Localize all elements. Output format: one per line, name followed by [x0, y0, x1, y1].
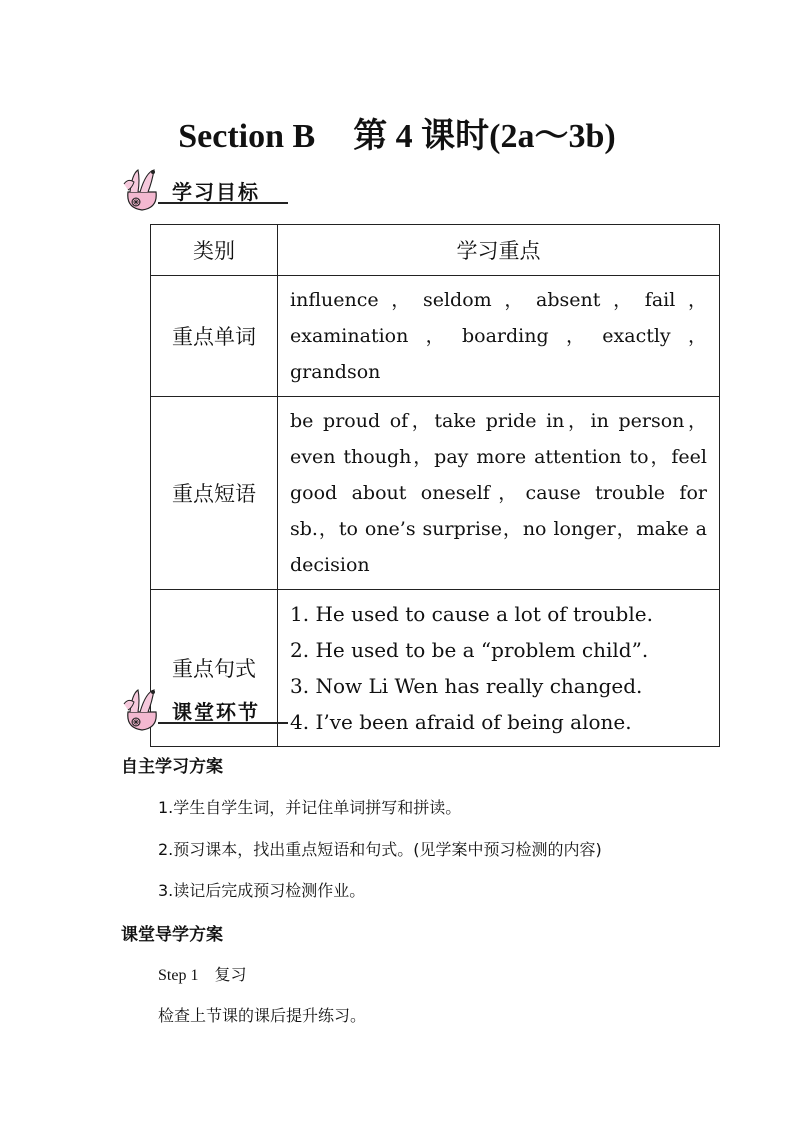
section-heading-class-guide: 课堂导学方案: [121, 925, 223, 945]
step-text: 检查上节课的课后提升练习。: [158, 1006, 367, 1025]
row-content: be proud of，take pride in，in person，even though，pay more attention to，feel good about oneself，cause trouble for sb.，to one’s surprise，no longer，make a decision: [278, 397, 720, 590]
banner-underline: [158, 722, 288, 724]
flower-pot-icon: [118, 684, 168, 734]
banner-underline: [158, 202, 288, 204]
sentence: 3. Now Li Wen has really changed.: [290, 674, 643, 698]
title-section: Section B: [178, 118, 316, 155]
self-study-item: 1.学生自学生词，并记住单词拼写和拼读。: [158, 798, 462, 817]
row-sentences: [278, 590, 720, 747]
table-row: [151, 276, 720, 397]
row-category: 重点句式: [151, 590, 278, 747]
title-lesson: 第 4 课时(2a～3b): [353, 118, 616, 155]
banner-label: 课堂环节: [172, 700, 260, 724]
row-category: 重点单词: [151, 276, 278, 397]
flower-pot-icon: [118, 164, 168, 214]
self-study-item: 2.预习课本，找出重点短语和句式。(见学案中预习检测的内容): [158, 840, 602, 859]
step-line: [158, 962, 246, 985]
sentence: 4. I’ve been afraid of being alone.: [290, 710, 632, 734]
row-category: 重点短语: [151, 397, 278, 590]
sentence: 1. He used to cause a lot of trouble.: [290, 602, 653, 626]
banner-learning-goals: [118, 164, 293, 214]
section-heading-self-study: 自主学习方案: [121, 757, 223, 777]
banner-class-steps: [118, 684, 293, 734]
step-label: Step 1: [158, 967, 199, 984]
row-content: influence，seldom，absent，fail，examination，boarding，exactly，grandson: [278, 276, 720, 397]
table-header-row: [151, 225, 720, 276]
page-title: [0, 108, 794, 157]
header-category: 类别: [151, 225, 278, 276]
banner-label: 学习目标: [172, 180, 260, 204]
sentence: 2. He used to be a “problem child”.: [290, 638, 649, 662]
self-study-item: 3.读记后完成预习检测作业。: [158, 881, 366, 900]
header-focus: 学习重点: [278, 225, 720, 276]
table-row: [151, 397, 720, 590]
step-title: 复习: [214, 965, 247, 984]
learning-goals-table: [150, 224, 720, 747]
